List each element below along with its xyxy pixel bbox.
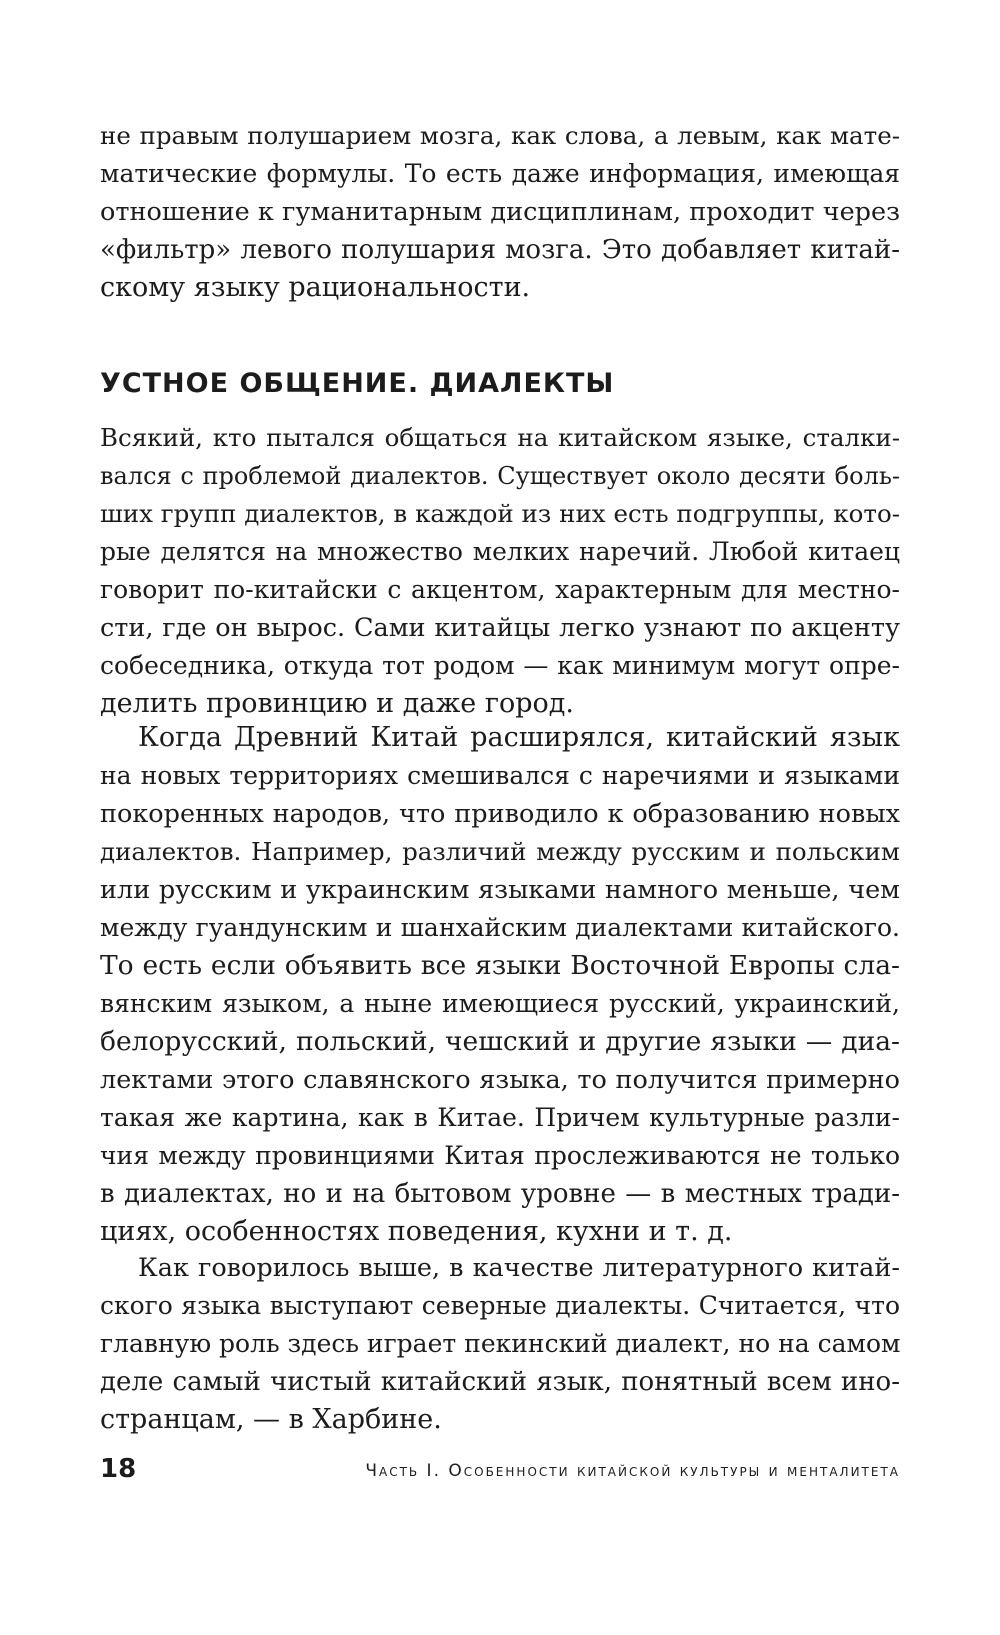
text-line: Как говорилось выше, в качестве литературного китай- <box>138 1253 900 1283</box>
text-line: ского языка выступают северные диалекты. Считается, что <box>100 1291 900 1320</box>
text-line: сти, где он вырос. Сами китайцы легко узнают по акценту <box>100 613 900 643</box>
text-line: говорит по-китайски с акцентом, характерным для местно- <box>100 575 900 604</box>
paragraph-ancient-china <box>100 719 900 1251</box>
text-line: странцам, — в Харбине. <box>100 1404 442 1435</box>
top-paragraph <box>100 117 900 307</box>
text-line: чия между провинциями Китая прослеживаются не только <box>100 1141 900 1170</box>
text-line: в диалектах, но и на бытовом уровне — в местных тради- <box>100 1179 900 1209</box>
page-number: 18 <box>100 1454 137 1484</box>
text-line: «фильтр» левого полушария мозга. Это добавляет китай- <box>100 235 900 265</box>
text-line: рые делятся на множество мелких наречий. Любой китаец <box>100 537 900 566</box>
text-line: скому языку рациональности. <box>100 272 531 303</box>
text-line: или русским и украинским языками намного меньше, чем <box>100 875 900 905</box>
text-line: Когда Древний Китай расширялся, китайский язык <box>138 722 900 753</box>
text-line: такая же картина, как в Китае. Причем культурные разли- <box>100 1103 900 1132</box>
text-line: собеседника, откуда тот родом — как минимум могут опре- <box>100 651 900 680</box>
text-line: главную роль здесь играет пекинский диалект, но на самом <box>100 1329 901 1358</box>
text-line: отношение к гуманитарным дисциплинам, проходит через <box>100 197 900 227</box>
text-line: деле самый чистый китайский язык, понятный всем ино- <box>100 1367 900 1397</box>
paragraph-harbin <box>100 1249 900 1439</box>
text-line: диалектов. Например, различий между русским и польским <box>100 837 900 866</box>
text-line: вянским языком, а ныне имеющиеся русский, украинский, <box>100 989 900 1018</box>
text-line: делить провинцию и даже город. <box>100 688 574 719</box>
text-line: лектами этого славянского языка, то получится примерно <box>100 1065 900 1095</box>
text-line: матические формулы. То есть даже информация, имеющая <box>100 159 900 188</box>
text-line: между гуандунским и шанхайским диалектами китайского. <box>100 913 900 942</box>
text-line: ших групп диалектов, в каждой из них есть подгруппы, кото- <box>100 499 900 528</box>
text-line: не правым полушарием мозга, как слова, а левым, как мате- <box>100 121 900 150</box>
text-line: То есть если объявить все языки Восточной Европы сла- <box>100 950 900 981</box>
text-line: на новых территориях смешивался с наречиями и языками <box>100 761 900 790</box>
text-line: вался с проблемой диалектов. Существует около десяти боль- <box>100 462 900 490</box>
text-line: циях, особенностях поведения, кухни и т. д. <box>100 1216 733 1247</box>
text-line: белорусский, польский, чешский и другие языки — диа- <box>100 1026 900 1057</box>
book-page <box>100 0 900 1635</box>
paragraph-dialects-intro <box>100 419 900 723</box>
text-line: покоренных народов, что приводило к образованию новых <box>100 799 900 829</box>
running-head: Часть I. Особенности китайской культуры и менталитета <box>365 1461 900 1481</box>
section-heading: УСТНОЕ ОБЩЕНИЕ. ДИАЛЕКТЫ <box>100 368 615 399</box>
text-line: Всякий, кто пытался общаться на китайском языке, сталки- <box>100 423 900 452</box>
